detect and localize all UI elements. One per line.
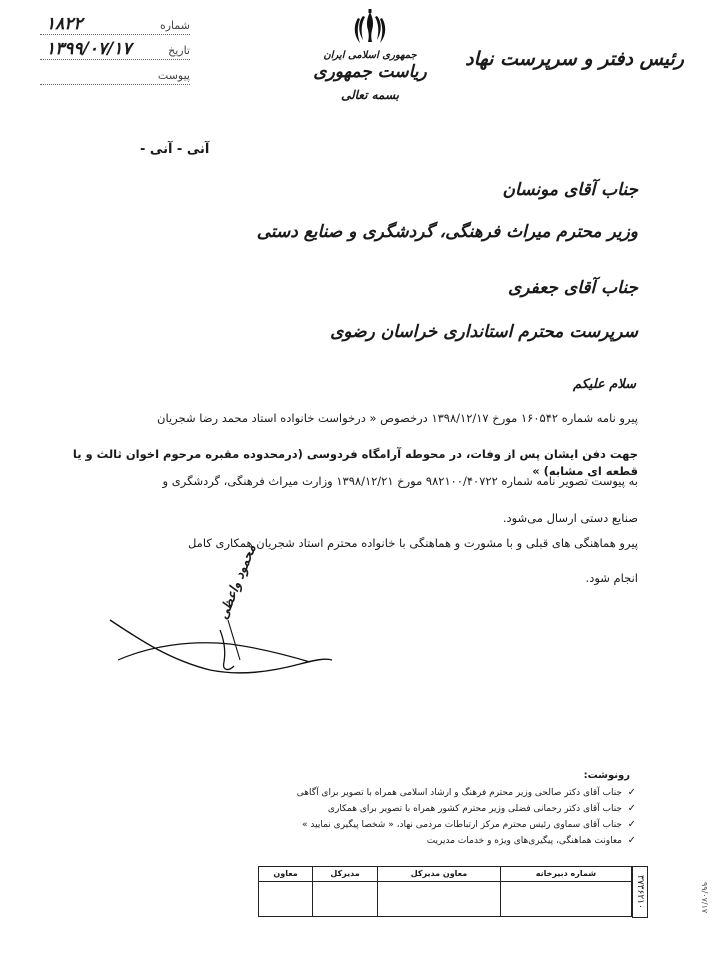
office-title: رئیس دفتر و سرپرست نهاد [465, 48, 684, 70]
body-line-2: جهت دفن ایشان پس از وفات، در محوطه آرامگاه فردوسی (درمحدوده مقبره مرحوم اخوان ثالث و یا قطعه ای مشابه) » [72, 447, 638, 478]
iran-emblem-icon [353, 8, 387, 48]
body-line-5: پیرو هماهنگی های قبلی و با مشورت و هماهنگی با خانواده محترم استاد شجریان همکاری کامل [187, 536, 638, 550]
body-line-3: به پیوست تصویر نامه شماره ۹۸۲۱۰۰/۴۰۷۲۲ مورخ ۱۳۹۸/۱۲/۲۱ وزارت میراث فرهنگی، گردشگری و [162, 474, 638, 488]
meta-date-row [40, 37, 190, 60]
routing-header-deputy: معاون [259, 867, 313, 882]
letter-meta [40, 12, 190, 87]
copy-item-1: ✓ جناب آقای دکتر صالحی وزیر محترم فرهنگ و ارشاد اسلامی همراه با تصویر برای آگاهی [202, 785, 622, 801]
emblem-presidency: ریاست جمهوری [313, 62, 427, 82]
body-line-6: انجام شود. [585, 571, 638, 585]
routing-header-row [259, 867, 632, 882]
margin-number: ۹۹/۰۷/۱۷ [700, 882, 709, 914]
emblem-country: جمهوری اسلامی ایران [323, 50, 417, 61]
addressee-2-name: جناب آقای جعفری [508, 278, 638, 298]
routing-side-number: ۳۷۳۶۲۱۰ [632, 866, 648, 918]
emblem-block [300, 8, 440, 102]
body-line-4: صنایع دستی ارسال می‌شود. [502, 511, 638, 525]
signature-name: محمود واعظی [216, 542, 260, 622]
meta-date-label: تاریخ [168, 44, 190, 57]
copies-title: رونوشت: [583, 770, 630, 781]
routing-cell [259, 882, 313, 917]
routing-header-deputy-director: معاون مدیرکل [378, 867, 501, 882]
addressee-1-title: وزیر محترم میراث فرهنگی، گردشگری و صنایع دستی [256, 222, 638, 242]
routing-header-director: مدیرکل [313, 867, 378, 882]
emblem-basmala: بسمه تعالی [340, 88, 400, 102]
meta-attachment-label: پیوست [157, 69, 190, 82]
body-line-1: پیرو نامه شماره ۱۶۰۵۴۲ مورخ ۱۳۹۸/۱۲/۱۷ درخصوص « درخواست خانواده استاد محمد رضا شجریان [157, 411, 638, 425]
copy-item-4: ✓ معاونت هماهنگی، پیگیری‌های ویژه و خدمات مدیریت [202, 833, 622, 849]
meta-number-row [40, 12, 190, 35]
meta-number-value: ۱۸۲۲ [46, 14, 83, 34]
urgency-note: آنی - آنی - [140, 142, 210, 157]
meta-attachment-row [40, 62, 190, 85]
meta-date-value: ۱۳۹۹/۰۷/۱۷ [46, 39, 132, 59]
routing-body-row [259, 882, 632, 917]
addressee-2-title: سرپرست محترم استانداری خراسان رضوی [330, 322, 638, 342]
copy-item-2: ✓ جناب آقای دکتر رحمانی فضلی وزیر محترم کشور همراه با تصویر برای همکاری [202, 801, 622, 817]
routing-cell [500, 882, 631, 917]
meta-number-label: شماره [159, 19, 190, 32]
copies-list [202, 785, 622, 849]
addressee-1-name: جناب آقای مونسان [502, 180, 638, 200]
copy-item-3: ✓ جناب آقای سماوی رئیس محترم مرکز ارتباطات مردمی نهاد، « شخصا پیگیری نمایید » [202, 817, 622, 833]
routing-table [258, 866, 632, 917]
routing-header-secretariat: شماره دبیرخانه [500, 867, 631, 882]
routing-cell [378, 882, 501, 917]
routing-cell [313, 882, 378, 917]
greeting: سلام علیکم [572, 377, 636, 392]
